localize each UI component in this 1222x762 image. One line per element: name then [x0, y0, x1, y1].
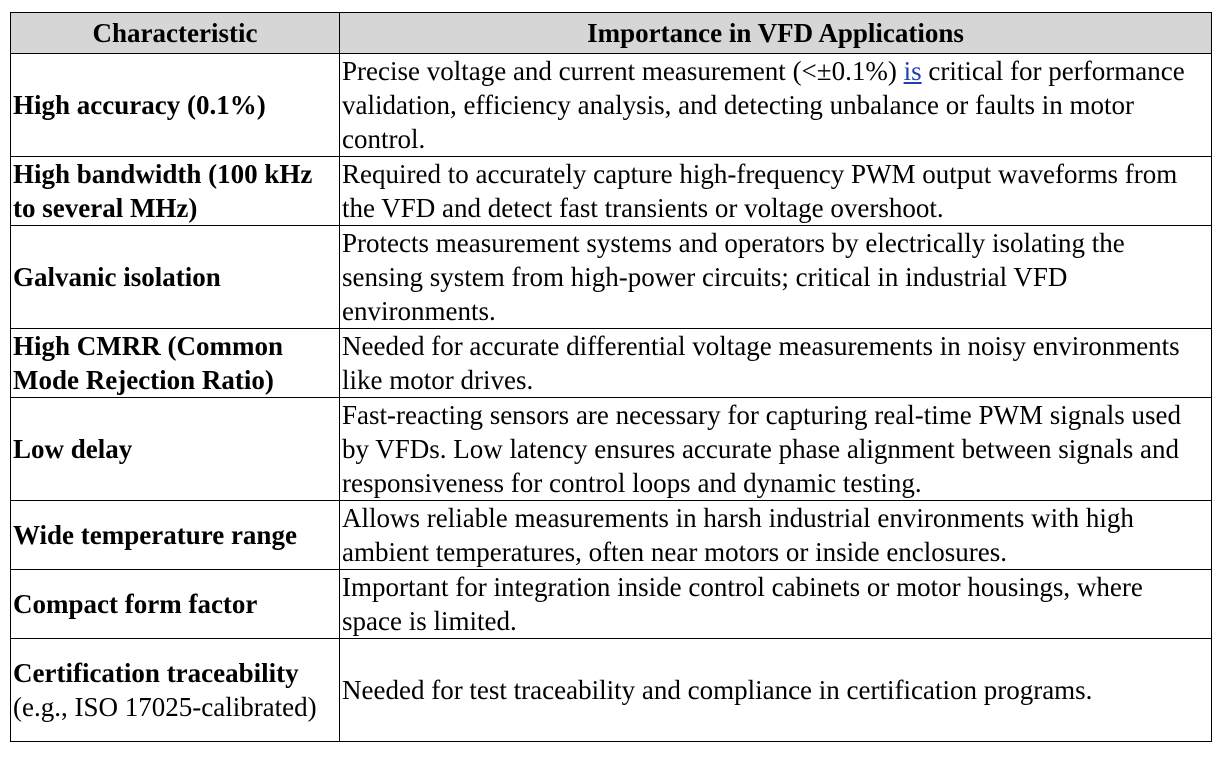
importance-cell: Needed for test traceability and compliance in certification programs. — [340, 639, 1212, 742]
table-row — [11, 329, 1212, 398]
header-importance: Importance in VFD Applications — [340, 13, 1212, 54]
characteristic-note: (e.g., ISO 17025-calibrated) — [13, 692, 317, 722]
characteristic-cell: Wide temperature range — [11, 501, 340, 570]
characteristic-cell: High CMRR (Common Mode Rejection Ratio) — [11, 329, 340, 398]
importance-cell: Protects measurement systems and operators by electrically isolating the sensing system from high-power circuits; critical in industrial VFD environments. — [340, 226, 1212, 329]
header-characteristic: Characteristic — [11, 13, 340, 54]
importance-cell: Allows reliable measurements in harsh industrial environments with high ambient temperatures, often near motors or inside enclosures. — [340, 501, 1212, 570]
characteristics-table — [10, 12, 1212, 742]
characteristic-cell: Compact form factor — [11, 570, 340, 639]
table-row — [11, 54, 1212, 157]
underlined-link-text[interactable]: is — [903, 56, 922, 86]
characteristic-title: Certification traceability — [13, 658, 299, 688]
table-header-row — [11, 13, 1212, 54]
characteristic-cell: Low delay — [11, 398, 340, 501]
importance-cell: Important for integration inside control cabinets or motor housings, where space is limited. — [340, 570, 1212, 639]
table-row — [11, 570, 1212, 639]
table-row — [11, 501, 1212, 570]
importance-text: critical for performance validation, efficiency analysis, and detecting unbalance or faults in motor control. — [342, 56, 1185, 154]
characteristic-cell: Galvanic isolation — [11, 226, 340, 329]
table-row — [11, 639, 1212, 742]
importance-text: Precise voltage and current measurement (<±0.1%) — [342, 56, 904, 86]
importance-cell: Fast-reacting sensors are necessary for capturing real-time PWM signals used by VFDs. Low latency ensures accurate phase alignment between signals and responsiveness for control loops and dynamic testing. — [340, 398, 1212, 501]
characteristic-cell — [11, 639, 340, 742]
importance-cell: Needed for accurate differential voltage measurements in noisy environments like motor drives. — [340, 329, 1212, 398]
characteristic-cell: High accuracy (0.1%) — [11, 54, 340, 157]
characteristic-cell: High bandwidth (100 kHz to several MHz) — [11, 157, 340, 226]
importance-cell: Required to accurately capture high-frequency PWM output waveforms from the VFD and detect fast transients or voltage overshoot. — [340, 157, 1212, 226]
document-table-container — [10, 12, 1212, 742]
table-row — [11, 398, 1212, 501]
table-row — [11, 157, 1212, 226]
importance-cell — [340, 54, 1212, 157]
table-row — [11, 226, 1212, 329]
